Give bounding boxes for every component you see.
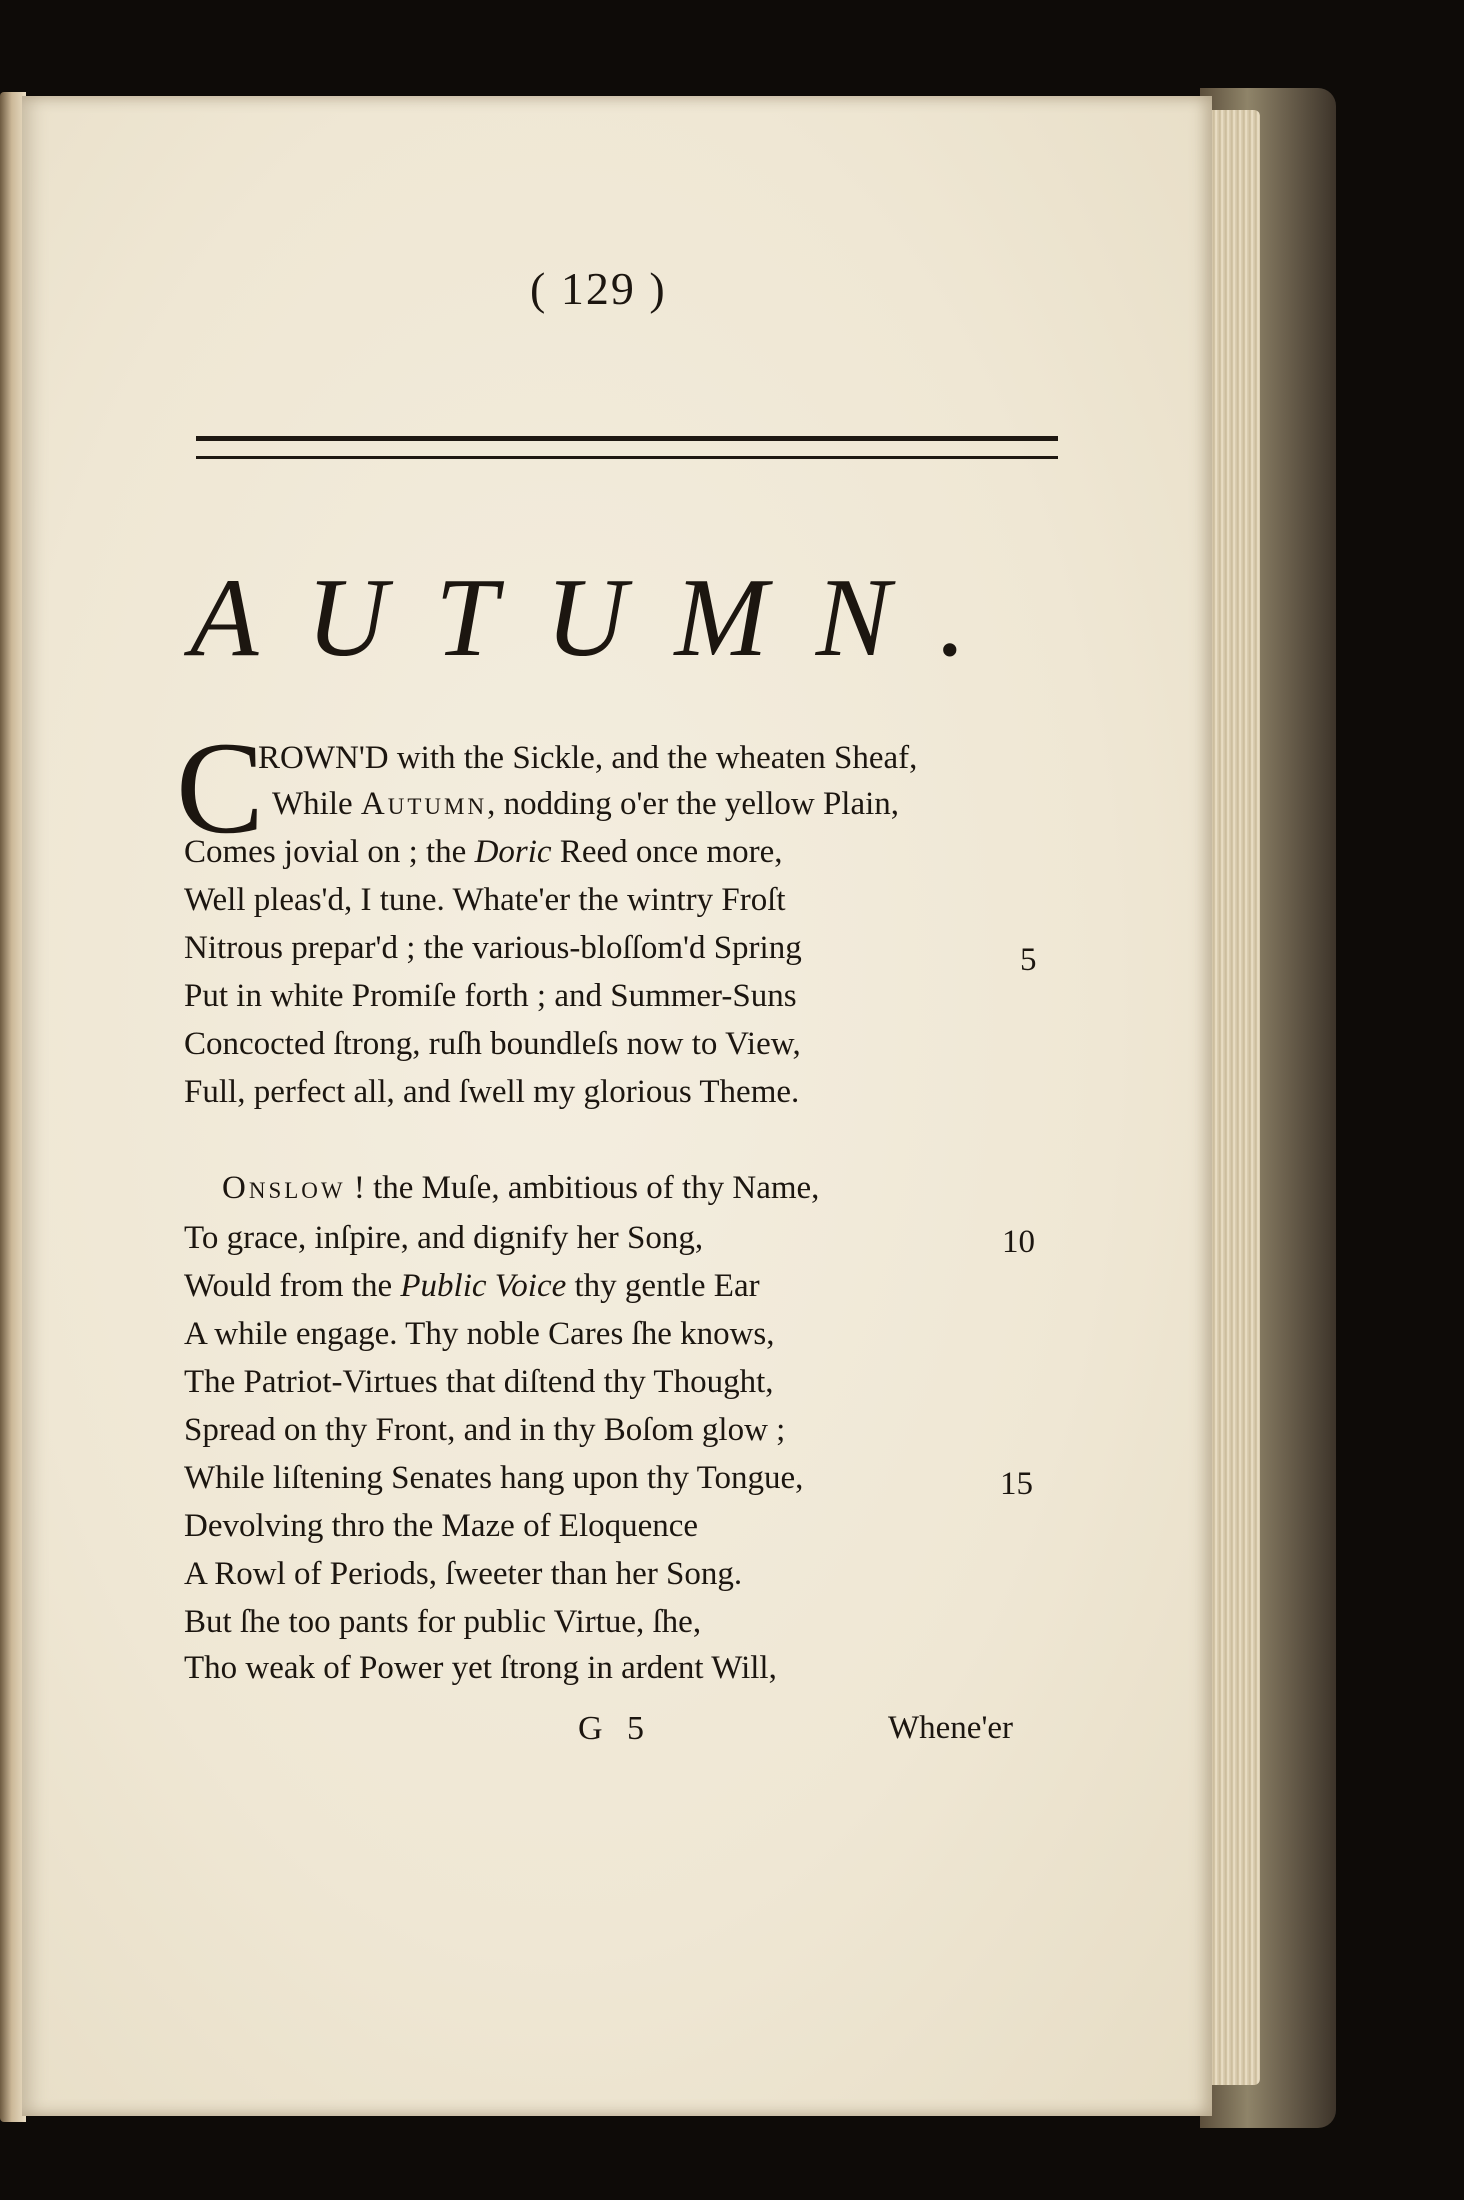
poem-line-14: Spread on thy Front, and in thy Boſom glow ; bbox=[184, 1412, 786, 1448]
drop-cap: C bbox=[176, 714, 265, 861]
poem-line-15: While liſtening Senates hang upon thy Tongue, bbox=[184, 1460, 804, 1496]
poem-line-13: The Patriot-Virtues that diſtend thy Thought, bbox=[184, 1364, 774, 1400]
catchword: Whene'er bbox=[888, 1710, 1014, 1746]
signature-mark: G 5 bbox=[578, 1710, 653, 1747]
poem-line-1: ROWN'D with the Sickle, and the wheaten Sheaf, bbox=[258, 740, 918, 776]
poem-line-12: A while engage. Thy noble Cares ſhe knows, bbox=[184, 1316, 775, 1352]
poem-line-10: To grace, inſpire, and dignify her Song, bbox=[184, 1220, 704, 1256]
poem-line-17: A Rowl of Periods, ſweeter than her Song. bbox=[184, 1556, 743, 1592]
poem-line-16: Devolving thro the Maze of Eloquence bbox=[184, 1508, 699, 1544]
page-number: ( 129 ) bbox=[530, 263, 667, 314]
line-number-10: 10 bbox=[1002, 1224, 1035, 1260]
poem-line-9: Onslow ! the Muſe, ambitious of thy Name, bbox=[222, 1170, 820, 1206]
poem-line-8: Full, perfect all, and ſwell my glorious Theme. bbox=[184, 1074, 800, 1110]
poem-line-6: Put in white Promiſe forth ; and Summer-Suns bbox=[184, 978, 797, 1014]
poem-line-19: Tho weak of Power yet ſtrong in ardent Will, bbox=[184, 1650, 777, 1686]
poem-line-2: While Autumn, nodding o'er the yellow Plain, bbox=[272, 786, 900, 822]
poem-title: AUTUMN. bbox=[190, 556, 1015, 680]
poem-line-11: Would from the Public Voice thy gentle Ear bbox=[184, 1268, 760, 1304]
line-number-15: 15 bbox=[1000, 1466, 1033, 1502]
poem-line-5: Nitrous prepar'd ; the various-bloſſom'd Spring bbox=[184, 930, 802, 966]
poem-line-3: Comes jovial on ; the Doric Reed once more, bbox=[184, 834, 783, 870]
poem-line-7: Concocted ſtrong, ruſh boundleſs now to View, bbox=[184, 1026, 801, 1062]
poem-line-4: Well pleas'd, I tune. Whate'er the wintry Froſt bbox=[184, 882, 786, 918]
line-number-5: 5 bbox=[1020, 942, 1037, 978]
title-rule-top bbox=[196, 436, 1058, 441]
title-rule-bottom bbox=[196, 456, 1058, 459]
poem-line-18: But ſhe too pants for public Virtue, ſhe, bbox=[184, 1604, 702, 1640]
